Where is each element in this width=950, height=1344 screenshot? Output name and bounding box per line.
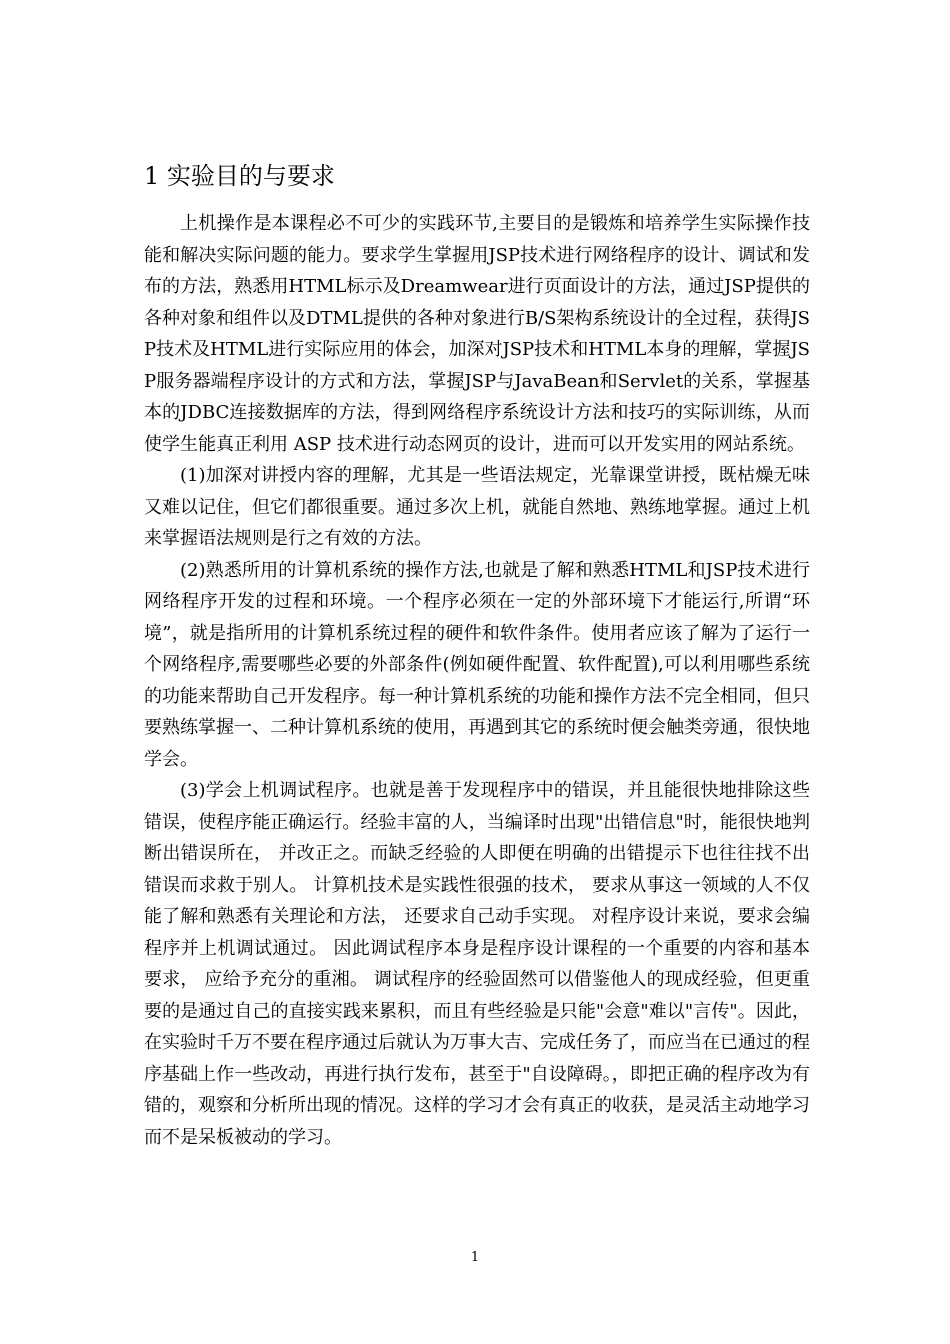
- paragraph-item-3: (3)学会上机调试程序。也就是善于发现程序中的错误，并且能很快地排除这些错误，使程序能正确运行。经验丰富的人，当编译时出现"出错信息"时，能很快地判断出错误所在， 并改正之。而缺乏经验的人即便在明确的出错提示下也往往找不出错误而求救于别人。 计算机技术是实践性很强的技术， 要求从事这一领域的人不仅能了解和熟悉有关理论和方法， 还要求自己动手实现。 对程序设计来说，要求会编程序并上机调试通过。 因此调试程序本身是程序设计课程的一个重要的内容和基本要求， 应给予充分的重湘。 调试程序的经验固然可以借鉴他人的现成经验，但更重要的是通过自己的直接实践来累积，而且有些经验是只能"会意"难以"言传"。因此，在实验时千万不要在程序通过后就认为万事大吉、完成任务了，而应当在已通过的程序基础上作一些改动，再进行执行发布，甚至于"自设障碍。，即把正确的程序改为有错的，观察和分析所出现的情况。这样的学习才会有真正的收获，是灵活主动地学习而不是呆板被动的学习。: [144, 780, 810, 1148]
- body-text: [144, 208, 810, 1153]
- section-heading: 1 实验目的与要求: [144, 162, 335, 190]
- paragraph-purpose: 上机操作是本课程必不可少的实践环节,主要目的是锻炼和培养学生实际操作技能和解决实际问题的能力。要求学生掌握用JSP技术进行网络程序的设计、调试和发布的方法，熟悉用HTML标示及Dreamwear进行页面设计的方法，通过JSP提供的各种对象和组件以及DTML提供的各种对象进行B/S架构系统设计的全过程，获得JSP技术及HTML进行实际应用的体会，加深对JSP技术和HTML本身的理解，掌握JSP服务器端程序设计的方式和方法，掌握JSP与JavaBean和Servlet的关系，掌握基本的JDBC连接数据库的方法，得到网络程序系统设计方法和技巧的实际训练，从而使学生能真正利用 ASP 技术进行动态网页的设计，进而可以开发实用的网站系统。: [144, 213, 810, 455]
- paragraph-item-2: (2)熟悉所用的计算机系统的操作方法,也就是了解和熟悉HTML和JSP技术进行网络程序开发的过程和环境。一个程序必须在一定的外部环境下才能运行,所谓“环境”，就是指所用的计算机系统过程的硬件和软件条件。使用者应该了解为了运行一个网络程序,需要哪些必要的外部条件(例如硬件配置、软件配置),可以利用哪些系统的功能来帮助自己开发程序。每一种计算机系统的功能和操作方法不完全相同，但只要熟练掌握一、二种计算机系统的使用，再遇到其它的系统时便会触类旁通，很快地学会。: [144, 559, 810, 770]
- paragraph-item-1: (1)加深对讲授内容的理解，尤其是一些语法规定，光靠课堂讲授，既枯燥无味又难以记住，但它们都很重要。通过多次上机，就能自然地、熟练地掌握。通过上机来掌握语法规则是行之有效的方法。: [144, 465, 810, 549]
- page-number: 1: [470, 1250, 480, 1265]
